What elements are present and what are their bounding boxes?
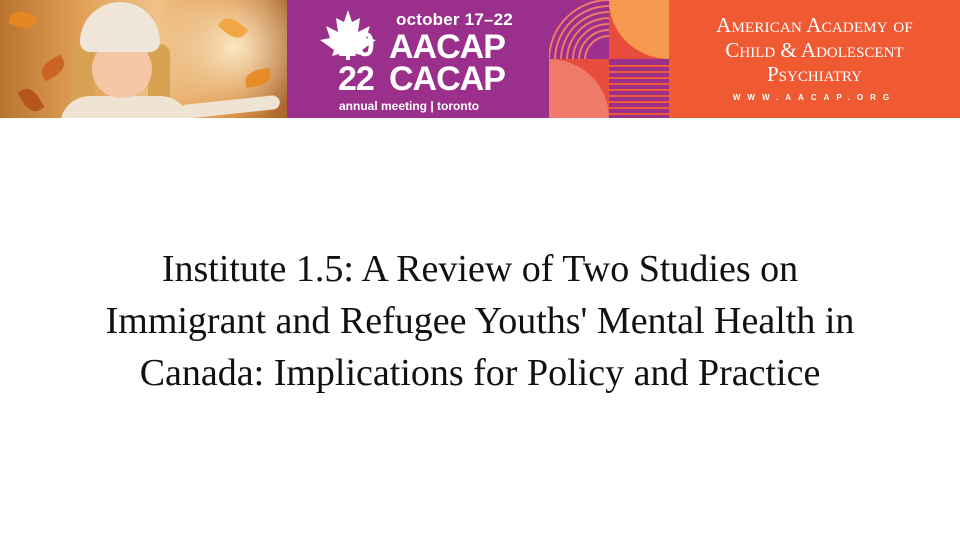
- year-bottom: 22: [338, 60, 374, 98]
- org-aacap: AACAP: [389, 28, 505, 66]
- title-line-2: Immigrant and Refugee Youths' Mental Health in: [105, 300, 855, 342]
- slide-title: [40, 243, 920, 399]
- logo-line-1: American Academy of: [716, 13, 913, 37]
- geometric-graphic: [549, 0, 669, 118]
- meeting-location: annual meeting | toronto: [339, 99, 480, 113]
- event-date: october 17–22: [396, 10, 513, 29]
- title-line-1: Institute 1.5: A Review of Two Studies on: [161, 248, 799, 290]
- logo-line-2: Child & Adolescent: [725, 38, 904, 62]
- logo-url: WWW.AACAP.ORG: [732, 93, 897, 102]
- org-cacap: CACAP: [389, 60, 505, 98]
- year-top: 20: [338, 26, 374, 64]
- header-banner: [0, 0, 960, 118]
- title-line-3: Canada: Implications for Policy and Practice: [139, 352, 821, 394]
- autumn-child-photo: [0, 0, 287, 118]
- logo-line-3: Psychiatry: [766, 62, 863, 86]
